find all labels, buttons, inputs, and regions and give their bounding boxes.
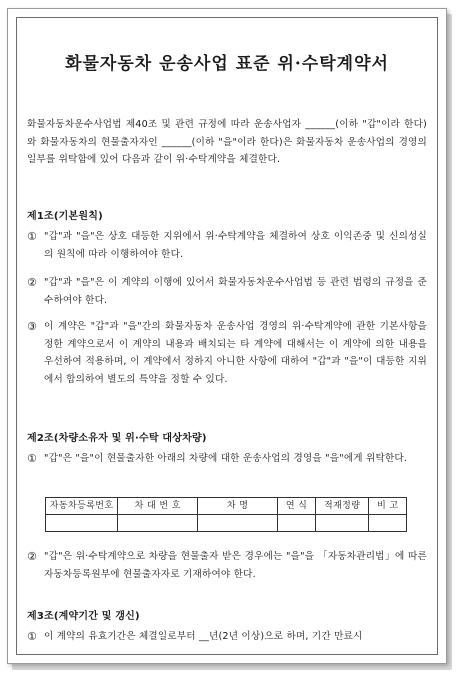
table-cell (46, 515, 118, 532)
article-1-item-2 (27, 274, 427, 309)
document-title: 화물자동차 운송사업 표준 위·수탁계약서 (65, 54, 389, 74)
article-3-heading: 제3조(계약기간 및 갱신) (27, 611, 140, 622)
item-text: "갑"과 "을"은 이 계약의 이행에 있어서 화물자동차운수사업법 등 관련 법령의 규정을 준수하여야 한다. (44, 277, 427, 306)
article-2-heading: 제2조(차량소유자 및 위·수탁 대상차량) (27, 433, 207, 444)
table-header-cell: 차 명 (198, 498, 278, 515)
article-2-item-2 (27, 548, 427, 583)
item-number: ① (27, 452, 38, 465)
vehicle-table-header-row (46, 498, 407, 515)
article-1-item-1 (27, 228, 427, 263)
item-number: ① (27, 230, 38, 243)
item-number: ② (27, 550, 38, 563)
item-text: "갑"과 "을"은 상호 대등한 지위에서 위·수탁계약을 체결하여 상호 이익존중 및 신의성실의 원칙에 따라 이행하여야 한다. (44, 231, 427, 260)
document-frame (7, 8, 447, 664)
document-page (27, 18, 427, 654)
intro-paragraph: 화물자동차운수사업법 제40조 및 관련 규정에 따라 운송사업자 ______(이하 "갑"이라 한다)와 화물자동차의 현물출자자인 ______(이하 "을"이라 한다)은 화물자동차 운송사업의 경영의 일부를 위탁함에 있어 다음과 같이 위·수탁계약을 체결한다. (27, 119, 427, 165)
document-border (16, 17, 438, 655)
table-header-cell: 연 식 (278, 498, 316, 515)
article-1-heading: 제1조(기본원칙) (27, 211, 103, 222)
table-cell (198, 515, 278, 532)
article-2-item-1 (27, 450, 427, 468)
article-1-item-3 (27, 318, 427, 388)
item-text: 이 계약의 유효기간은 체결일로부터 __년(2년 이상)으로 하며, 기간 만료시 (44, 631, 363, 642)
vehicle-table (45, 497, 407, 532)
article-3-item-1 (27, 628, 427, 646)
vehicle-table-row (46, 515, 407, 532)
table-header-cell: 자동차등록번호 (46, 498, 118, 515)
item-text: "갑"은 "을"이 현물출자한 아래의 차량에 대한 운송사업의 경영을 "을"에게 위탁한다. (44, 453, 408, 464)
item-text: "갑"은 위·수탁계약으로 차량을 현물출자 받은 경우에는 "을"을 「자동차관리법」에 따른 자동차등록원부에 현물출자자로 기재하여야 한다. (44, 551, 427, 580)
item-text: 이 계약은 "갑"과 "을"간의 화물자동차 운송사업 경영의 위·수탁계약에 관한 기본사항을 정한 계약으로서 이 계약의 내용과 배치되는 타 계약에 대해서는 이 계약에 의한 내용을 우선하여 적용하며, 이 계약에서 정하지 아니한 사항에 대하여 "갑"과 "을"이 대등한 지위에서 합의하여 별도의 특약을 정할 수 있다. (44, 321, 427, 385)
table-header-cell: 비 고 (369, 498, 407, 515)
table-cell (118, 515, 198, 532)
table-cell (316, 515, 369, 532)
item-number: ① (27, 630, 38, 643)
table-cell (369, 515, 407, 532)
table-cell (278, 515, 316, 532)
table-header-cell: 차 대 번 호 (118, 498, 198, 515)
item-number: ② (27, 276, 38, 289)
item-number: ③ (27, 320, 38, 333)
table-header-cell: 적재정량 (316, 498, 369, 515)
